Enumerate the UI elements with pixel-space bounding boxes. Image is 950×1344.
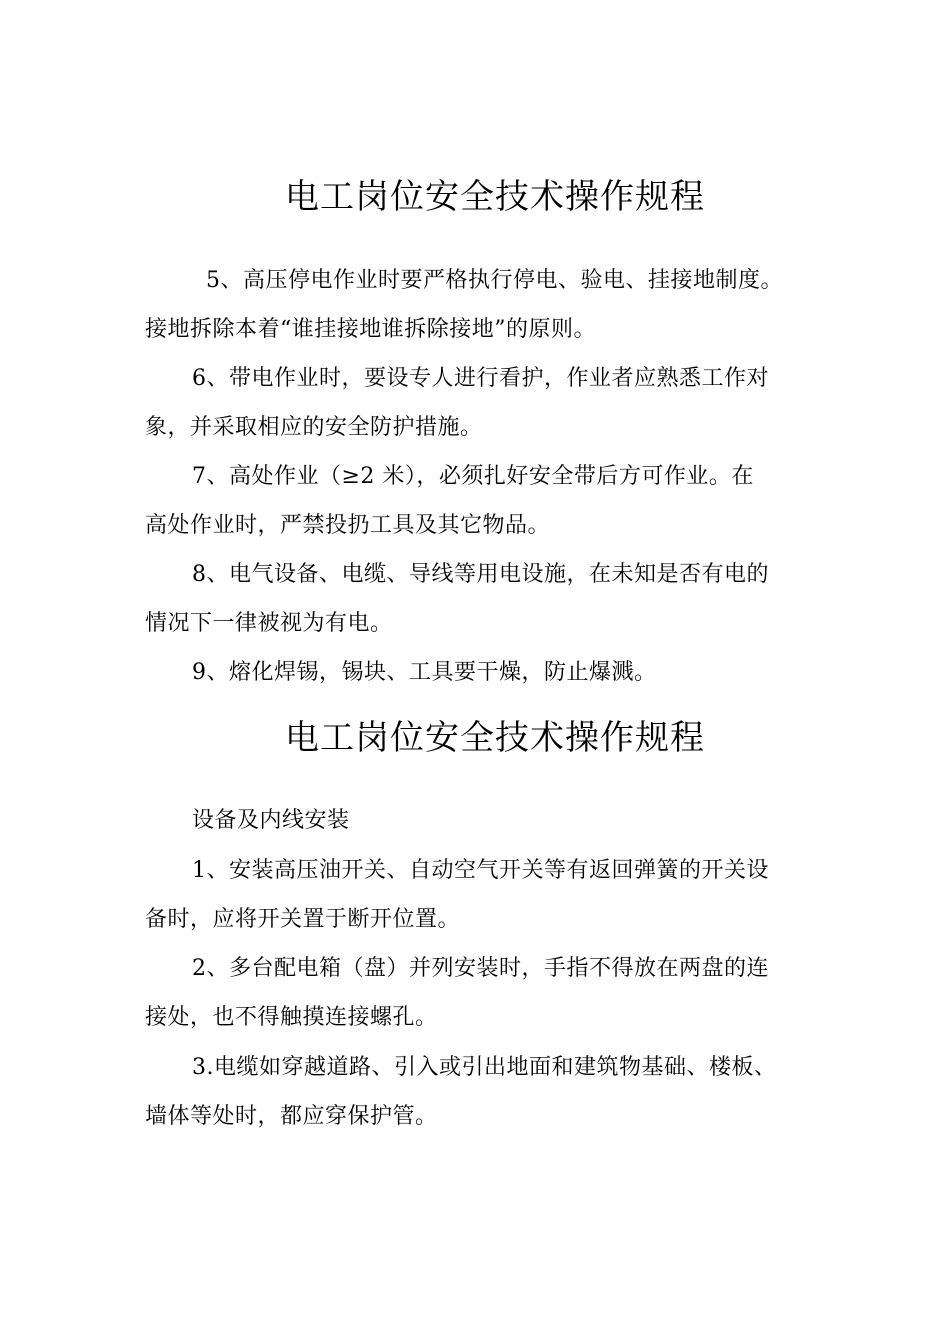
paragraph-line: 5、高压停电作业时要严格执行停电、验电、挂接地制度。 (206, 268, 783, 293)
paragraph-line: 9、熔化焊锡，锡块、工具要干燥，防止爆溅。 (192, 660, 657, 685)
paragraph-line: 高处作业时，严禁投扔工具及其它物品。 (145, 513, 551, 538)
document-title-repeat: 电工岗位安全技术操作规程 (285, 718, 705, 758)
paragraph-line: 接地拆除本着“谁挂接地谁拆除接地”的原则。 (145, 317, 596, 342)
paragraph-line: 1、安装高压油开关、自动空气开关等有返回弹簧的开关设 (192, 858, 769, 883)
paragraph-line: 象，并采取相应的安全防护措施。 (145, 415, 483, 440)
document-title: 电工岗位安全技术操作规程 (285, 177, 705, 217)
paragraph-line: 2、多台配电箱（盘）并列安装时，手指不得放在两盘的连 (192, 956, 769, 981)
paragraph-line: 3.电缆如穿越道路、引入或引出地面和建筑物基础、楼板、 (192, 1055, 777, 1080)
paragraph-line: 墙体等处时，都应穿保护管。 (145, 1104, 438, 1129)
paragraph-line: 8、电气设备、电缆、导线等用电设施，在未知是否有电的 (192, 562, 769, 587)
paragraph-line: 备时，应将开关置于断开位置。 (145, 907, 461, 932)
paragraph-line: 7、高处作业（≥2 米），必须扎好安全带后方可作业。在 (192, 464, 754, 489)
section-heading: 设备及内线安装 (192, 808, 350, 833)
paragraph-line: 情况下一律被视为有电。 (145, 611, 393, 636)
paragraph-line: 6、带电作业时，要设专人进行看护，作业者应熟悉工作对 (192, 366, 769, 391)
paragraph-line: 接处，也不得触摸连接螺孔。 (145, 1005, 438, 1030)
